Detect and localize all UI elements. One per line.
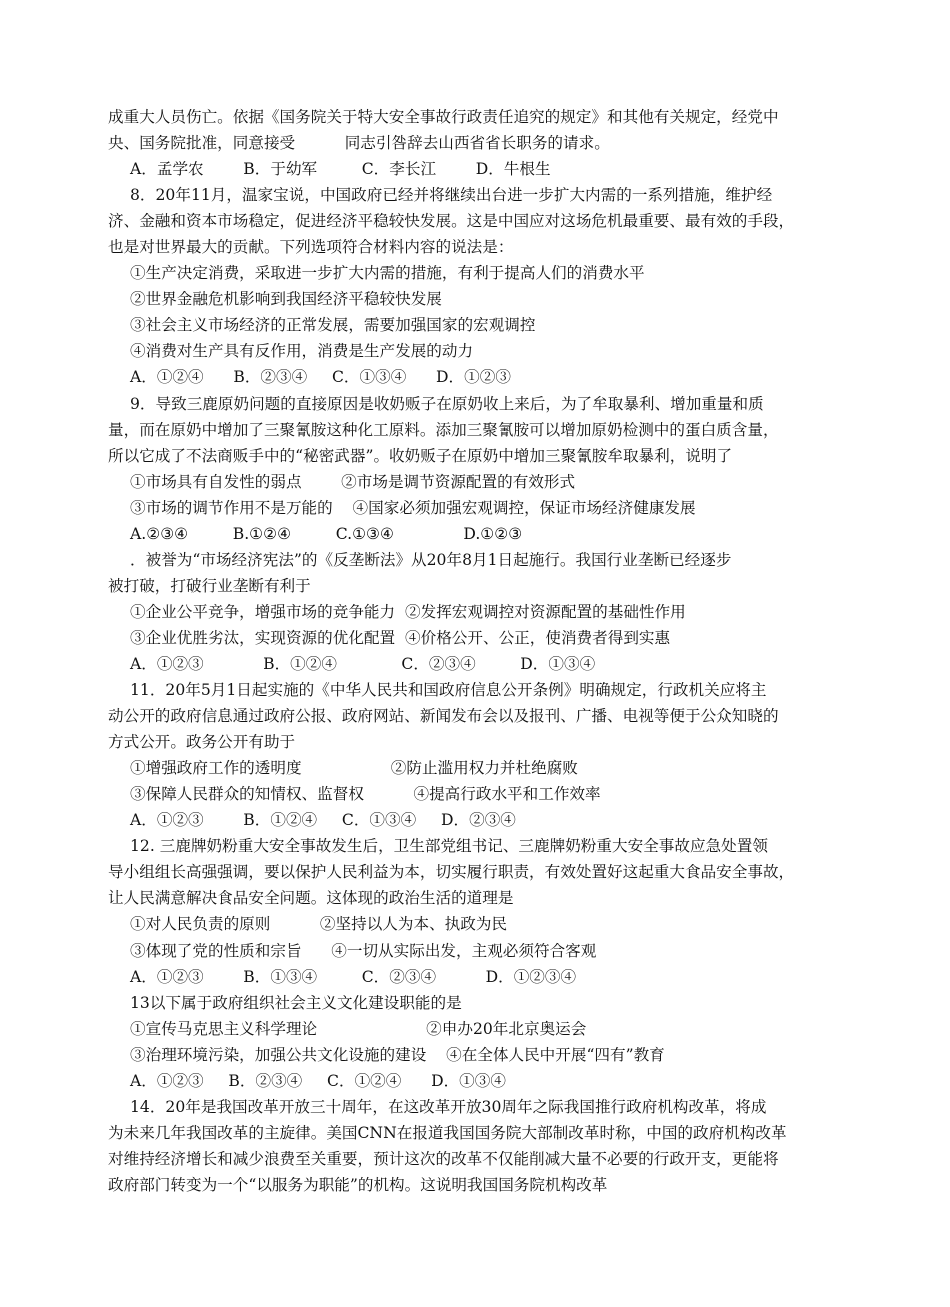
- answer-options-q8: A．①②④ B．②③④ C．①③④ D．①②③: [130, 368, 511, 387]
- question-11-stem: 11．20年5月1日起实施的《中华人民共和国政府信息公开条例》明确规定，行政机关应将主: [130, 681, 767, 700]
- answer-options-q11: A．①②③ B．①②④ C．①③④ D．②③④: [130, 811, 516, 830]
- text-line: 济、金融和资本市场稳定，促进经济平稳较快发展。这是中国应对这场危机最重要、最有效的手段，: [108, 212, 795, 231]
- answer-options-q9: A.②③④ B.①②④ C.①③④ D.①②③: [130, 524, 523, 543]
- document-body: [108, 104, 848, 1198]
- text-line: 方式公开。政务公开有助于: [108, 733, 296, 752]
- question-9-stem: 9．导致三鹿原奶问题的直接原因是收奶贩子在原奶收上来后，为了牟取暴利、增加重量和质: [130, 394, 764, 413]
- text-line: 导小组组长高强强调，要以保护人民利益为本，切实履行职责，有效处置好这起重大食品安全事故，: [108, 863, 795, 882]
- question-10-stem: ．被誉为“市场经济宪法”的《反垄断法》从20年8月1日起施行。我国行业垄断已经逐步: [130, 550, 732, 569]
- statements-3-4: ③企业优胜劣汰，实现资源的优化配置 ④价格公开、公正，使消费者得到实惠: [130, 628, 671, 647]
- text-line: 政府部门转变为一个“以服务为职能”的机构。这说明我国国务院机构改革: [108, 1175, 608, 1194]
- statement-3: ③社会主义市场经济的正常发展，需要加强国家的宏观调控: [130, 316, 536, 335]
- text-line: 也是对世界最大的贡献。下列选项符合材料内容的说法是：: [108, 238, 514, 257]
- text-line: 为未来几年我国改革的主旋律。美国CNN在报道我国国务院大部制改革时称，中国的政府机构改革: [108, 1123, 787, 1142]
- text-line: 量，而在原奶中增加了三聚氰胺这种化工原料。添加三聚氰胺可以增加原奶检测中的蛋白质含量，: [108, 420, 779, 439]
- question-8-stem: 8．20年11月，温家宝说，中国政府已经并将继续出台进一步扩大内需的一系列措施，维护经: [130, 186, 773, 205]
- statement-4: ④消费对生产具有反作用，消费是生产发展的动力: [130, 342, 474, 361]
- text-line: 让人民满意解决食品安全问题。这体现的政治生活的道理是: [108, 889, 514, 908]
- answer-options-q13: A．①②③ B．②③④ C．①②④ D．①③④: [130, 1071, 506, 1090]
- answer-options-q7: A．孟学农 B．于幼军 C．李长江 D．牛根生: [130, 160, 551, 179]
- text-line: 被打破，打破行业垄断有利于: [108, 576, 311, 595]
- text-line: 对维持经济增长和减少浪费至关重要，预计这次的改革不仅能削减大量不必要的行政开支，更能将: [108, 1149, 779, 1168]
- statements-1-2: ①市场具有自发性的弱点 ②市场是调节资源配置的有效形式: [130, 472, 576, 491]
- statements-1-2: ①企业公平竞争，增强市场的竞争能力 ②发挥宏观调控对资源配置的基础性作用: [130, 602, 686, 621]
- text-line: 动公开的政府信息通过政府公报、政府网站、新闻发布会以及报刊、广播、电视等便于公众知晓的: [108, 707, 779, 726]
- statements-3-4: ③体现了党的性质和宗旨 ④一切从实际出发，主观必须符合客观: [130, 941, 597, 960]
- statements-3-4: ③保障人民群众的知情权、监督权 ④提高行政水平和工作效率: [130, 785, 601, 804]
- text-line: 成重大人员伤亡。依据《国务院关于特大安全事故行政责任追究的规定》和其他有关规定，经党中: [108, 108, 779, 126]
- answer-options-q12: A．①②③ B．①③④ C．②③④ D．①②③④: [130, 967, 577, 986]
- question-12-stem: 12. 三鹿牌奶粉重大安全事故发生后，卫生部党组书记、三鹿牌奶粉重大安全事故应急处置领: [130, 837, 768, 856]
- statements-3-4: ③治理环境污染，加强公共文化设施的建设 ④在全体人民中开展“四有”教育: [130, 1045, 665, 1064]
- question-14-stem: 14．20年是我国改革开放三十周年，在这改革开放30周年之际我国推行政府机构改革，将成: [130, 1097, 767, 1116]
- text-line: 央、国务院批准，同意接受 同志引咎辞去山西省省长职务的请求。: [108, 134, 610, 153]
- statements-3-4: ③市场的调节作用不是万能的 ④国家必须加强宏观调控，保证市场经济健康发展: [130, 498, 696, 517]
- answer-options-q10: A．①②③ B．①②④ C．②③④ D．①③④: [130, 654, 596, 673]
- statement-1: ①生产决定消费，采取进一步扩大内需的措施，有利于提高人们的消费水平: [130, 264, 645, 283]
- statements-1-2: ①增强政府工作的透明度 ②防止滥用权力并杜绝腐败: [130, 759, 578, 778]
- question-13-stem: 13以下属于政府组织社会主义文化建设职能的是: [130, 993, 462, 1012]
- statements-1-2: ①宣传马克思主义科学理论 ②申办20年北京奥运会: [130, 1019, 587, 1038]
- statement-2: ②世界金融危机影响到我国经济平稳较快发展: [130, 290, 442, 309]
- statements-1-2: ①对人民负责的原则 ②坚持以人为本、执政为民: [130, 915, 508, 934]
- text-line: 所以它成了不法商贩手中的“秘密武器”。收奶贩子在原奶中增加三聚氰胺牟取暴利，说明了: [108, 446, 733, 465]
